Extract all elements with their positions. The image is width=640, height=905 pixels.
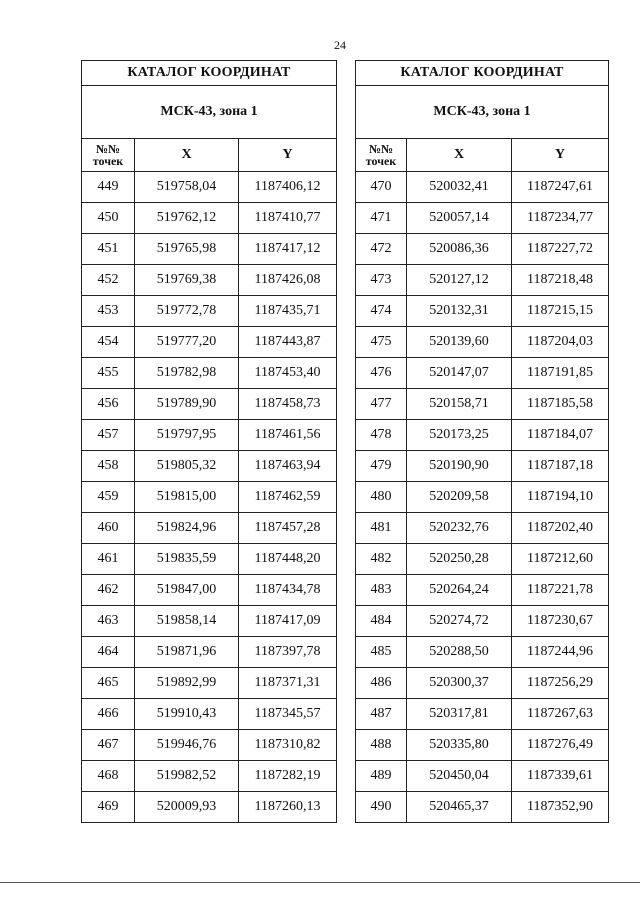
y-coordinate-cell: 1187260,13	[239, 792, 337, 823]
column-header-point-number: №№ точек	[82, 139, 135, 172]
y-coordinate-cell: 1187406,12	[239, 172, 337, 203]
point-number-cell: 458	[82, 451, 135, 482]
point-number-cell: 474	[356, 296, 407, 327]
coordinate-catalog-right	[355, 60, 609, 823]
point-number-cell: 488	[356, 730, 407, 761]
x-coordinate-cell: 520288,50	[407, 637, 512, 668]
point-number-cell: 475	[356, 327, 407, 358]
point-number-cell: 473	[356, 265, 407, 296]
point-number-cell: 476	[356, 358, 407, 389]
table-row	[82, 203, 337, 234]
table-row	[82, 389, 337, 420]
point-number-cell: 453	[82, 296, 135, 327]
point-number-cell: 461	[82, 544, 135, 575]
table-row	[82, 575, 337, 606]
catalog-subtitle: МСК-43, зона 1	[356, 86, 609, 139]
point-number-cell: 467	[82, 730, 135, 761]
table-row	[82, 420, 337, 451]
y-coordinate-cell: 1187185,58	[512, 389, 609, 420]
table-row	[356, 482, 609, 513]
table-row	[356, 699, 609, 730]
table-row	[356, 327, 609, 358]
column-header-y: Y	[239, 139, 337, 172]
y-coordinate-cell: 1187345,57	[239, 699, 337, 730]
point-number-cell: 483	[356, 575, 407, 606]
catalog-body	[356, 61, 609, 823]
point-number-cell: 482	[356, 544, 407, 575]
y-coordinate-cell: 1187234,77	[512, 203, 609, 234]
point-number-cell: 480	[356, 482, 407, 513]
table-row	[82, 606, 337, 637]
point-number-cell: 484	[356, 606, 407, 637]
table-row	[82, 451, 337, 482]
y-coordinate-cell: 1187463,94	[239, 451, 337, 482]
y-coordinate-cell: 1187461,56	[239, 420, 337, 451]
table-row	[356, 606, 609, 637]
table-row	[356, 389, 609, 420]
y-coordinate-cell: 1187352,90	[512, 792, 609, 823]
table-row	[82, 513, 337, 544]
x-coordinate-cell: 519892,99	[135, 668, 239, 699]
x-coordinate-cell: 520132,31	[407, 296, 512, 327]
x-coordinate-cell: 519777,20	[135, 327, 239, 358]
point-number-cell: 479	[356, 451, 407, 482]
point-number-cell: 451	[82, 234, 135, 265]
table-row	[82, 544, 337, 575]
x-coordinate-cell: 520190,90	[407, 451, 512, 482]
x-coordinate-cell: 519758,04	[135, 172, 239, 203]
y-coordinate-cell: 1187187,18	[512, 451, 609, 482]
catalog-title: КАТАЛОГ КООРДИНАТ	[356, 61, 609, 86]
y-coordinate-cell: 1187221,78	[512, 575, 609, 606]
x-coordinate-cell: 519835,59	[135, 544, 239, 575]
table-row	[356, 203, 609, 234]
x-coordinate-cell: 519946,76	[135, 730, 239, 761]
catalog-header-row	[82, 139, 337, 172]
catalog-header-row	[356, 139, 609, 172]
x-coordinate-cell: 519772,78	[135, 296, 239, 327]
point-number-cell: 468	[82, 761, 135, 792]
y-coordinate-cell: 1187247,61	[512, 172, 609, 203]
table-row	[356, 513, 609, 544]
table-row	[82, 761, 337, 792]
table-row	[356, 792, 609, 823]
y-coordinate-cell: 1187448,20	[239, 544, 337, 575]
x-coordinate-cell: 520057,14	[407, 203, 512, 234]
point-number-cell: 481	[356, 513, 407, 544]
x-coordinate-cell: 519762,12	[135, 203, 239, 234]
point-number-cell: 486	[356, 668, 407, 699]
point-number-cell: 460	[82, 513, 135, 544]
point-number-cell: 485	[356, 637, 407, 668]
column-header-y: Y	[512, 139, 609, 172]
x-coordinate-cell: 520009,93	[135, 792, 239, 823]
table-row	[356, 296, 609, 327]
column-header-x: X	[135, 139, 239, 172]
x-coordinate-cell: 520127,12	[407, 265, 512, 296]
point-number-cell: 478	[356, 420, 407, 451]
x-coordinate-cell: 519858,14	[135, 606, 239, 637]
table-row	[356, 172, 609, 203]
y-coordinate-cell: 1187204,03	[512, 327, 609, 358]
point-number-cell: 456	[82, 389, 135, 420]
table-row	[82, 668, 337, 699]
y-coordinate-cell: 1187417,09	[239, 606, 337, 637]
table-row	[82, 792, 337, 823]
y-coordinate-cell: 1187184,07	[512, 420, 609, 451]
y-coordinate-cell: 1187215,15	[512, 296, 609, 327]
y-coordinate-cell: 1187434,78	[239, 575, 337, 606]
x-coordinate-cell: 520250,28	[407, 544, 512, 575]
point-number-cell: 464	[82, 637, 135, 668]
x-coordinate-cell: 520264,24	[407, 575, 512, 606]
y-coordinate-cell: 1187218,48	[512, 265, 609, 296]
catalog-subtitle-row	[82, 86, 337, 139]
x-coordinate-cell: 519847,00	[135, 575, 239, 606]
table-row	[356, 637, 609, 668]
x-coordinate-cell: 520173,25	[407, 420, 512, 451]
table-row	[356, 730, 609, 761]
table-row	[356, 234, 609, 265]
catalog-subtitle-row	[356, 86, 609, 139]
y-coordinate-cell: 1187194,10	[512, 482, 609, 513]
table-row	[82, 172, 337, 203]
x-coordinate-cell: 520335,80	[407, 730, 512, 761]
catalog-title-row	[356, 61, 609, 86]
y-coordinate-cell: 1187458,73	[239, 389, 337, 420]
point-number-cell: 459	[82, 482, 135, 513]
catalog-title-row	[82, 61, 337, 86]
point-number-cell: 455	[82, 358, 135, 389]
y-coordinate-cell: 1187191,85	[512, 358, 609, 389]
table-row	[356, 420, 609, 451]
point-number-cell: 471	[356, 203, 407, 234]
y-coordinate-cell: 1187276,49	[512, 730, 609, 761]
x-coordinate-cell: 519982,52	[135, 761, 239, 792]
table-row	[356, 265, 609, 296]
x-coordinate-cell: 519797,95	[135, 420, 239, 451]
x-coordinate-cell: 520139,60	[407, 327, 512, 358]
point-number-cell: 462	[82, 575, 135, 606]
table-row	[82, 234, 337, 265]
x-coordinate-cell: 520274,72	[407, 606, 512, 637]
x-coordinate-cell: 520465,37	[407, 792, 512, 823]
y-coordinate-cell: 1187267,63	[512, 699, 609, 730]
table-row	[356, 451, 609, 482]
y-coordinate-cell: 1187310,82	[239, 730, 337, 761]
x-coordinate-cell: 520317,81	[407, 699, 512, 730]
x-coordinate-cell: 520032,41	[407, 172, 512, 203]
point-number-cell: 454	[82, 327, 135, 358]
y-coordinate-cell: 1187244,96	[512, 637, 609, 668]
page-number: 24	[334, 38, 346, 52]
bottom-divider	[0, 882, 640, 883]
point-number-cell: 469	[82, 792, 135, 823]
point-number-cell: 489	[356, 761, 407, 792]
table-row	[356, 761, 609, 792]
catalog-subtitle: МСК-43, зона 1	[82, 86, 337, 139]
y-coordinate-cell: 1187462,59	[239, 482, 337, 513]
point-number-cell: 452	[82, 265, 135, 296]
y-coordinate-cell: 1187256,29	[512, 668, 609, 699]
point-number-cell: 490	[356, 792, 407, 823]
y-coordinate-cell: 1187202,40	[512, 513, 609, 544]
x-coordinate-cell: 520450,04	[407, 761, 512, 792]
table-row	[82, 265, 337, 296]
x-coordinate-cell: 519765,98	[135, 234, 239, 265]
point-number-cell: 449	[82, 172, 135, 203]
y-coordinate-cell: 1187410,77	[239, 203, 337, 234]
y-coordinate-cell: 1187397,78	[239, 637, 337, 668]
table-row	[82, 358, 337, 389]
y-coordinate-cell: 1187426,08	[239, 265, 337, 296]
table-row	[356, 668, 609, 699]
x-coordinate-cell: 520158,71	[407, 389, 512, 420]
column-header-point-number: №№ точек	[356, 139, 407, 172]
x-coordinate-cell: 519824,96	[135, 513, 239, 544]
point-number-cell: 463	[82, 606, 135, 637]
catalog-body	[82, 61, 337, 823]
table-row	[82, 637, 337, 668]
x-coordinate-cell: 520300,37	[407, 668, 512, 699]
point-number-cell: 457	[82, 420, 135, 451]
column-header-x: X	[407, 139, 512, 172]
x-coordinate-cell: 520147,07	[407, 358, 512, 389]
catalog-title: КАТАЛОГ КООРДИНАТ	[82, 61, 337, 86]
table-row	[82, 482, 337, 513]
y-coordinate-cell: 1187457,28	[239, 513, 337, 544]
x-coordinate-cell: 519769,38	[135, 265, 239, 296]
point-number-cell: 465	[82, 668, 135, 699]
point-number-cell: 470	[356, 172, 407, 203]
x-coordinate-cell: 520232,76	[407, 513, 512, 544]
y-coordinate-cell: 1187282,19	[239, 761, 337, 792]
x-coordinate-cell: 519789,90	[135, 389, 239, 420]
x-coordinate-cell: 519871,96	[135, 637, 239, 668]
table-row	[82, 699, 337, 730]
x-coordinate-cell: 520086,36	[407, 234, 512, 265]
table-row	[356, 575, 609, 606]
table-row	[356, 544, 609, 575]
x-coordinate-cell: 520209,58	[407, 482, 512, 513]
table-row	[82, 296, 337, 327]
coordinate-catalog-left	[81, 60, 337, 823]
point-number-cell: 477	[356, 389, 407, 420]
x-coordinate-cell: 519910,43	[135, 699, 239, 730]
table-row	[82, 327, 337, 358]
x-coordinate-cell: 519782,98	[135, 358, 239, 389]
y-coordinate-cell: 1187443,87	[239, 327, 337, 358]
y-coordinate-cell: 1187230,67	[512, 606, 609, 637]
x-coordinate-cell: 519805,32	[135, 451, 239, 482]
y-coordinate-cell: 1187212,60	[512, 544, 609, 575]
point-number-cell: 487	[356, 699, 407, 730]
y-coordinate-cell: 1187417,12	[239, 234, 337, 265]
x-coordinate-cell: 519815,00	[135, 482, 239, 513]
point-number-cell: 466	[82, 699, 135, 730]
point-number-cell: 472	[356, 234, 407, 265]
table-row	[82, 730, 337, 761]
point-number-cell: 450	[82, 203, 135, 234]
y-coordinate-cell: 1187339,61	[512, 761, 609, 792]
y-coordinate-cell: 1187435,71	[239, 296, 337, 327]
y-coordinate-cell: 1187371,31	[239, 668, 337, 699]
y-coordinate-cell: 1187227,72	[512, 234, 609, 265]
y-coordinate-cell: 1187453,40	[239, 358, 337, 389]
table-row	[356, 358, 609, 389]
